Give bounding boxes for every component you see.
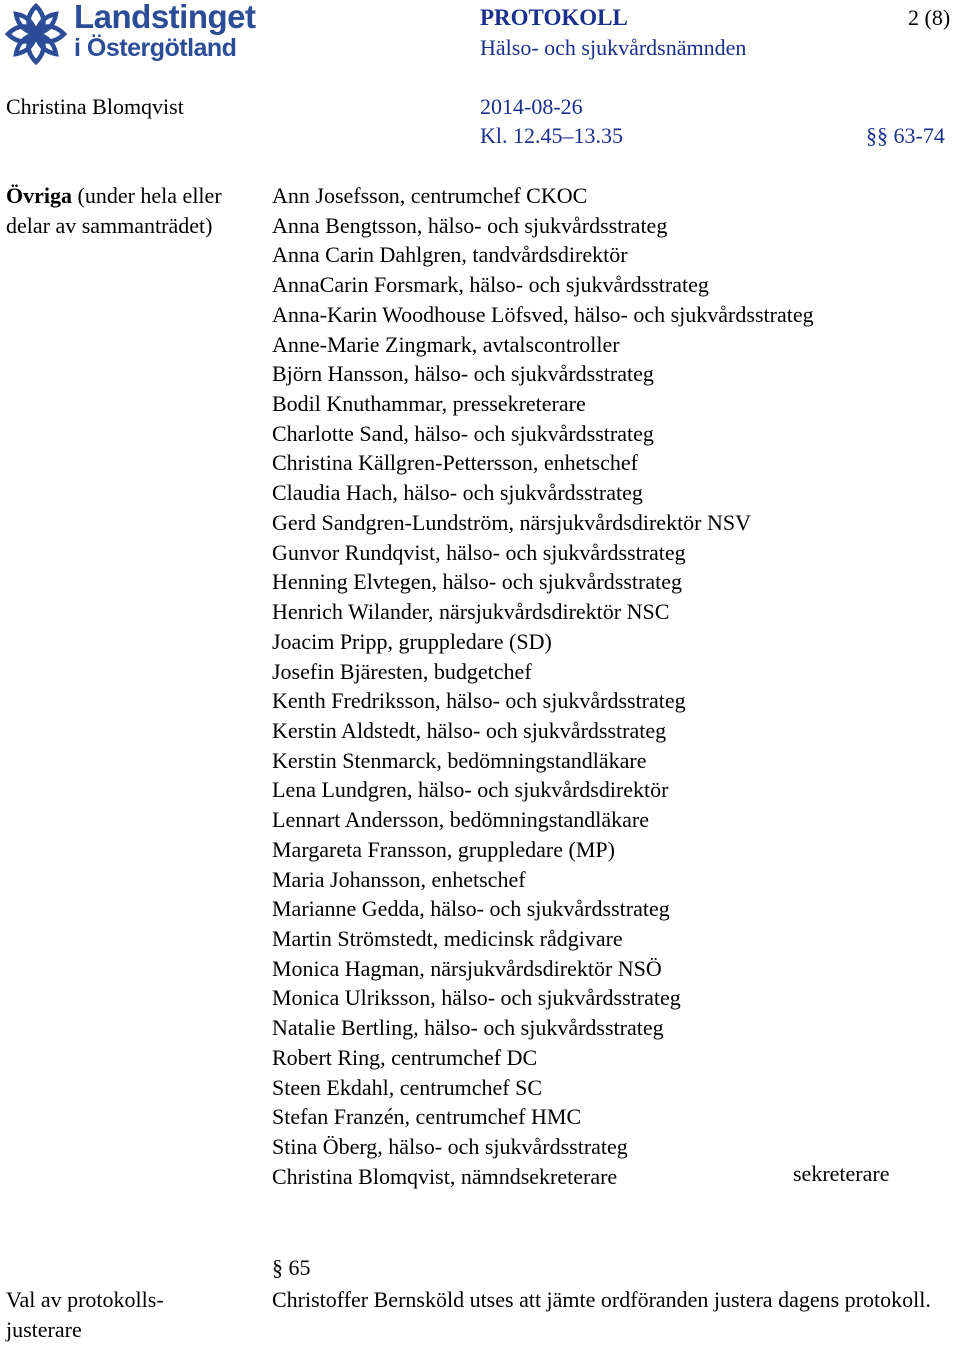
document-type: PROTOKOLL <box>480 5 628 30</box>
list-item: Steen Ekdahl, centrumchef SC <box>272 1074 543 1100</box>
list-item: Henning Elvtegen, hälso- och sjukvårdsstrateg <box>272 569 682 595</box>
section-number: § 65 <box>272 1255 311 1280</box>
list-item: Maria Johansson, enhetschef <box>272 866 526 892</box>
attendee-list <box>272 181 814 1191</box>
list-item: Björn Hansson, hälso- och sjukvårdsstrateg <box>272 361 654 387</box>
list-item: Anna Bengtsson, hälso- och sjukvårdsstrateg <box>272 212 668 238</box>
list-item: Marianne Gedda, hälso- och sjukvårdsstrateg <box>272 896 670 922</box>
others-label-bold: Övriga <box>6 183 72 208</box>
list-item: Lena Lundgren, hälso- och sjukvårdsdirektör <box>272 777 669 803</box>
list-item: AnnaCarin Forsmark, hälso- och sjukvårdsstrateg <box>272 272 709 298</box>
list-item: Christina Blomqvist, nämndsekreterare <box>272 1163 618 1189</box>
list-item: Gunvor Rundqvist, hälso- och sjukvårdsstrateg <box>272 539 686 565</box>
list-item: Gerd Sandgren-Lundström, närsjukvårdsdirektör NSV <box>272 509 752 535</box>
secretary-note: sekreterare <box>793 1161 890 1186</box>
list-item: Robert Ring, centrumchef DC <box>272 1044 538 1070</box>
paragraph-range: §§ 63-74 <box>866 123 945 148</box>
list-item: Lennart Andersson, bedömningstandläkare <box>272 807 649 833</box>
section-label-line1: Val av protokolls- <box>6 1287 164 1312</box>
board-name: Hälso- och sjukvårdsnämnden <box>480 35 747 60</box>
list-item: Stefan Franzén, centrumchef HMC <box>272 1104 582 1130</box>
author-name: Christina Blomqvist <box>6 94 184 119</box>
others-label-line2: delar av sammanträdet) <box>6 213 213 238</box>
list-item: Henrich Wilander, närsjukvårdsdirektör NSC <box>272 599 670 625</box>
list-item: Bodil Knuthammar, pressekreterare <box>272 391 586 417</box>
list-item: Anna Carin Dahlgren, tandvårdsdirektör <box>272 242 628 268</box>
others-label-rest: (under hela eller <box>72 183 222 208</box>
list-item: Charlotte Sand, hälso- och sjukvårdsstrateg <box>272 420 654 446</box>
page-number: 2 (8) <box>908 5 951 30</box>
meeting-date: 2014-08-26 <box>480 94 583 119</box>
section-label <box>6 1285 246 1345</box>
list-item: Monica Hagman, närsjukvårdsdirektör NSÖ <box>272 955 662 981</box>
section-text: Christoffer Bernsköld utses att jämte ordföranden justera dagens protokoll. <box>272 1287 931 1312</box>
list-item: Monica Ulriksson, hälso- och sjukvårdsstrateg <box>272 985 681 1011</box>
landstinget-logo <box>4 0 266 72</box>
section-label-line2: justerare <box>6 1317 82 1342</box>
list-item: Kerstin Aldstedt, hälso- och sjukvårdsstrateg <box>272 717 667 743</box>
list-item: Ann Josefsson, centrumchef CKOC <box>272 183 588 208</box>
logo-subtitle: i Östergötland <box>74 34 237 62</box>
meeting-time: Kl. 12.45–13.35 <box>480 123 623 148</box>
list-item: Josefin Bjäresten, budgetchef <box>272 658 532 684</box>
list-item: Claudia Hach, hälso- och sjukvårdsstrateg <box>272 480 643 506</box>
list-item: Margareta Fransson, gruppledare (MP) <box>272 836 615 862</box>
list-item: Joacim Pripp, gruppledare (SD) <box>272 628 552 654</box>
list-item: Anne-Marie Zingmark, avtalscontroller <box>272 331 620 357</box>
landstinget-emblem-icon <box>4 2 68 66</box>
list-item: Stina Öberg, hälso- och sjukvårdsstrateg <box>272 1134 628 1159</box>
list-item: Anna-Karin Woodhouse Löfsved, hälso- och sjukvårdsstrateg <box>272 301 814 327</box>
logo-title: Landstinget <box>74 0 256 35</box>
list-item: Martin Strömstedt, medicinsk rådgivare <box>272 925 623 951</box>
list-item: Christina Källgren-Pettersson, enhetschef <box>272 450 638 476</box>
list-item: Natalie Bertling, hälso- och sjukvårdsstrateg <box>272 1015 664 1041</box>
others-label <box>6 181 222 211</box>
list-item: Kenth Fredriksson, hälso- och sjukvårdsstrateg <box>272 688 686 714</box>
list-item: Kerstin Stenmarck, bedömningstandläkare <box>272 747 647 773</box>
